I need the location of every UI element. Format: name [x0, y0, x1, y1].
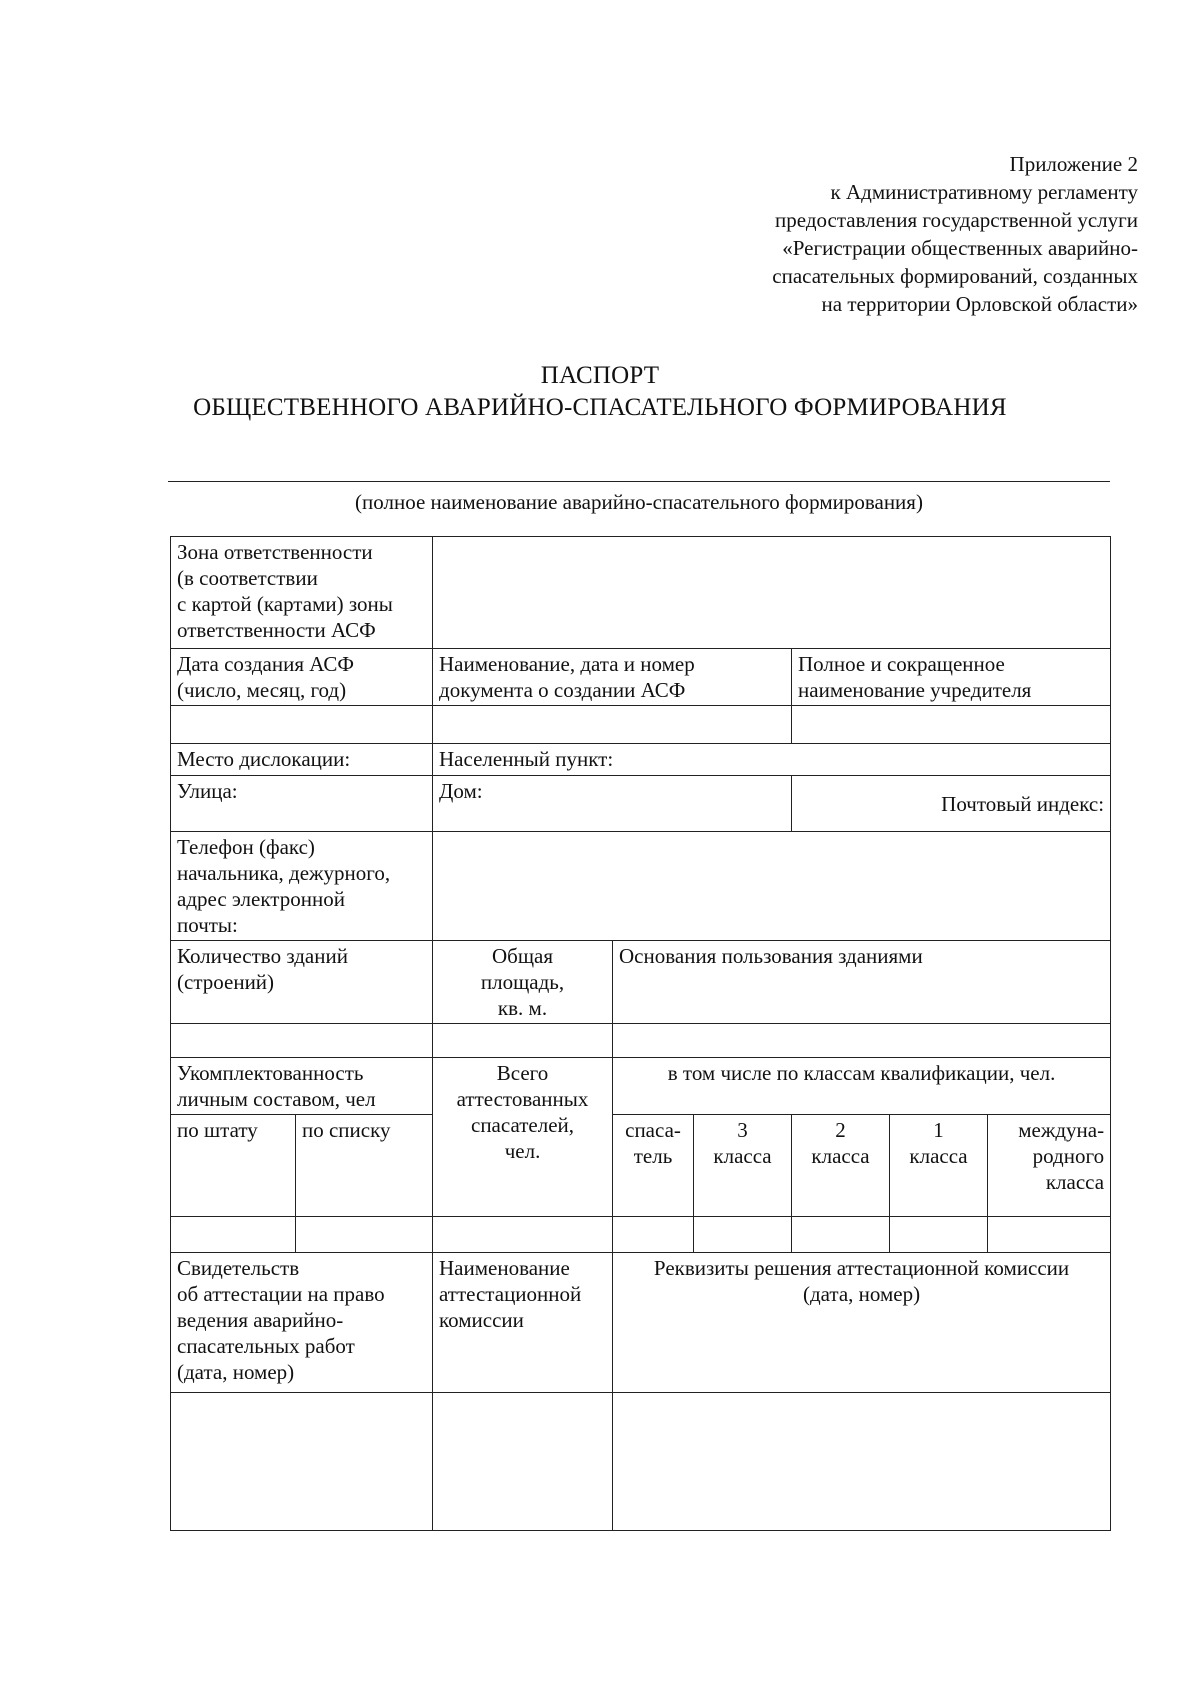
certified-rescuers-label: Всего аттестованных спасателей, чел.	[433, 1058, 613, 1217]
certified-rescuers-value[interactable]	[433, 1217, 613, 1253]
commission-decision-label: Реквизиты решения аттестационной комиссии (дата, номер)	[613, 1253, 1111, 1393]
class-1-value[interactable]	[890, 1217, 988, 1253]
creation-document-value[interactable]	[433, 706, 792, 744]
founder-label: Полное и сокращенное наименование учредителя	[792, 649, 1111, 706]
commission-decision-value[interactable]	[613, 1393, 1111, 1531]
qualification-classes-label: в том числе по классам квалификации, чел.	[613, 1058, 1111, 1115]
creation-date-label: Дата создания АСФ (число, месяц, год)	[171, 649, 433, 706]
certificates-value[interactable]	[171, 1393, 433, 1531]
area-value[interactable]	[433, 1024, 613, 1058]
commission-name-value[interactable]	[433, 1393, 613, 1531]
staffing-label: Укомплектованность личным составом, чел	[171, 1058, 433, 1115]
creation-date-value[interactable]	[171, 706, 433, 744]
by-list-label: по списку	[296, 1115, 433, 1217]
document-title: ПАСПОРТ	[540, 362, 660, 389]
commission-name-label: Наименование аттестационной комиссии	[433, 1253, 613, 1393]
street-field[interactable]: Улица:	[171, 776, 433, 832]
appendix-line: к Административному регламенту	[830, 180, 1138, 204]
location-label: Место дислокации:	[171, 744, 433, 776]
appendix-line: Приложение 2	[1009, 152, 1138, 176]
class-rescuer-label: спаса- тель	[613, 1115, 694, 1217]
founder-value[interactable]	[792, 706, 1111, 744]
class-international-value[interactable]	[988, 1217, 1111, 1253]
building-usage-value[interactable]	[613, 1024, 1111, 1058]
area-label: Общая площадь, кв. м.	[433, 941, 613, 1024]
settlement-field[interactable]: Населенный пункт:	[433, 744, 1111, 776]
building-usage-label: Основания пользования зданиями	[613, 941, 1111, 1024]
class-2-label: 2 класса	[792, 1115, 890, 1217]
document-subtitle: ОБЩЕСТВЕННОГО АВАРИЙНО-СПАСАТЕЛЬНОГО ФОРМИРОВАНИЯ	[193, 394, 1007, 421]
zone-label: Зона ответственности (в соответствии с картой (картами) зоны ответственности АСФ	[171, 537, 433, 649]
zone-value[interactable]	[433, 537, 1111, 649]
by-list-value[interactable]	[296, 1217, 433, 1253]
class-3-value[interactable]	[694, 1217, 792, 1253]
passport-table	[170, 536, 1111, 1531]
class-international-label: междуна- родного класса	[988, 1115, 1111, 1217]
class-2-value[interactable]	[792, 1217, 890, 1253]
buildings-value[interactable]	[171, 1024, 433, 1058]
by-staff-value[interactable]	[171, 1217, 296, 1253]
phone-value[interactable]	[433, 832, 1111, 941]
appendix-line: предоставления государственной услуги	[775, 208, 1138, 232]
appendix-line: «Регистрации общественных аварийно-	[782, 236, 1138, 260]
appendix-line: на территории Орловской области»	[821, 292, 1138, 316]
by-staff-label: по штату	[171, 1115, 296, 1217]
class-1-label: 1 класса	[890, 1115, 988, 1217]
appendix-line: спасательных формирований, созданных	[772, 264, 1138, 288]
house-field[interactable]: Дом:	[433, 776, 792, 832]
formation-name-caption: (полное наименование аварийно-спасательного формирования)	[355, 490, 923, 514]
buildings-label: Количество зданий (строений)	[171, 941, 433, 1024]
phone-label: Телефон (факс) начальника, дежурного, адрес электронной почты:	[171, 832, 433, 941]
appendix-header	[538, 150, 1138, 318]
class-rescuer-value[interactable]	[613, 1217, 694, 1253]
certificates-label: Свидетельств об аттестации на право ведения аварийно- спасательных работ (дата, номер)	[171, 1253, 433, 1393]
class-3-label: 3 класса	[694, 1115, 792, 1217]
formation-name-line	[168, 481, 1110, 482]
postal-code-field[interactable]: Почтовый индекс:	[792, 776, 1111, 832]
creation-document-label: Наименование, дата и номер документа о создании АСФ	[433, 649, 792, 706]
